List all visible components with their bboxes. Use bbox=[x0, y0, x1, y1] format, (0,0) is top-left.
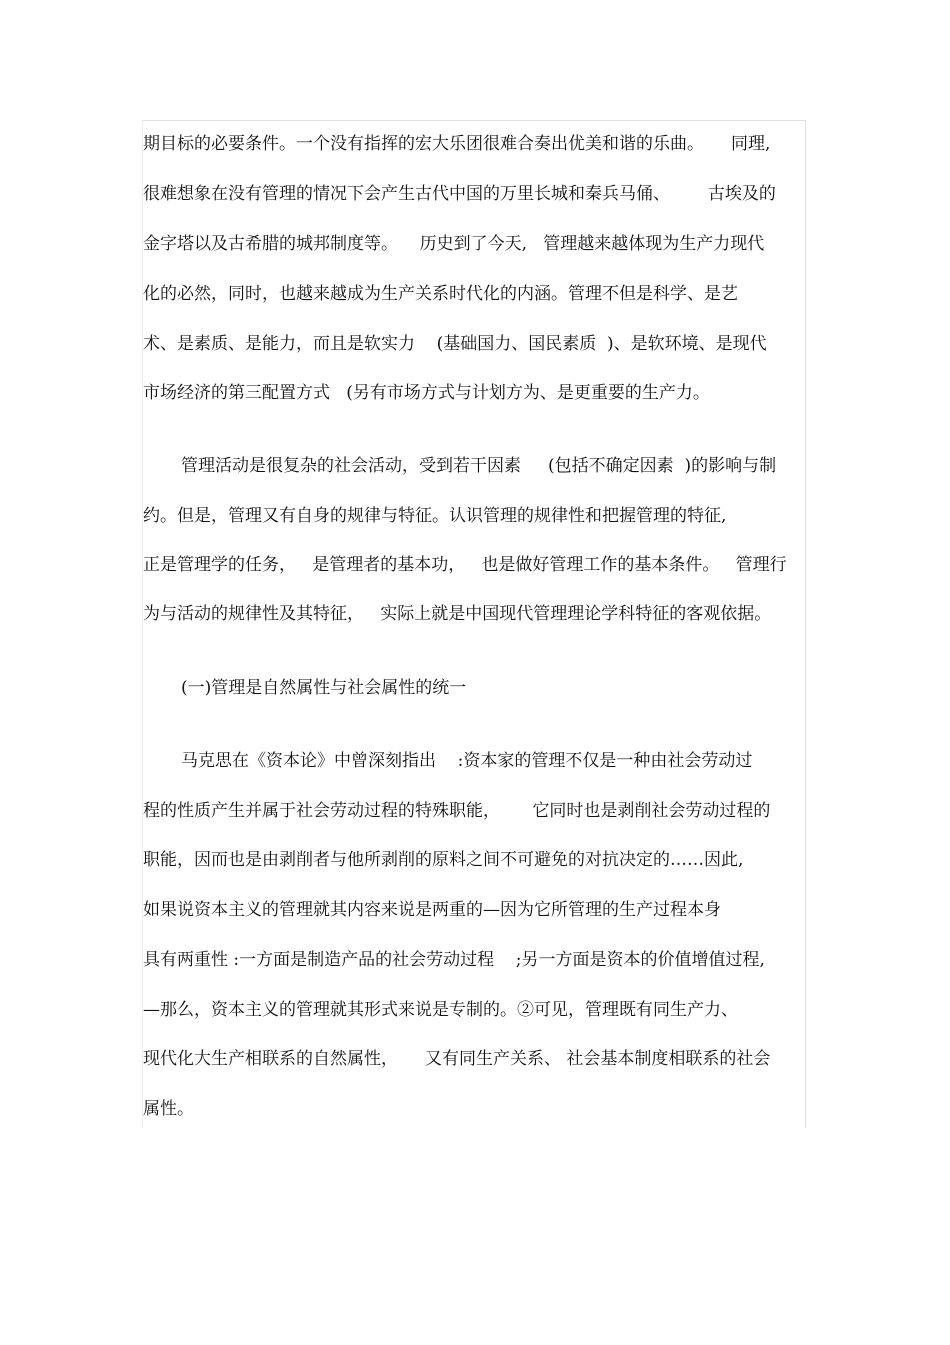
section-heading: (一)管理是自然属性与社会属性的统一 bbox=[181, 678, 467, 698]
text-line: 金字塔以及古希腊的城邦制度等。 历史到了今天, 管理越来越体现为生产力现代 bbox=[143, 234, 765, 254]
text-line: 程的性质产生并属于社会劳动过程的特殊职能， 它同时也是剥削社会劳动过程的 bbox=[143, 801, 771, 821]
text-line: —那么，资本主义的管理就其形式来说是专制的。②可见，管理既有同生产力、 bbox=[143, 1000, 738, 1020]
text-line: 术、是素质、是能力，而且是软实力 (基础国力、国民素质 )、是软环境、是现代 bbox=[143, 334, 767, 354]
text-line: 正是管理学的任务， 是管理者的基本功， 也是做好管理工作的基本条件。 管理行 bbox=[143, 555, 787, 575]
text-line: 属性。 bbox=[143, 1099, 194, 1119]
text-line: 化的必然，同时，也越来越成为生产关系时代化的内涵。管理不但是科学、是艺 bbox=[143, 284, 738, 304]
paragraph-first-line: 管理活动是很复杂的社会活动，受到若干因素 (包括不确定因素 )的影响与制 bbox=[181, 456, 777, 476]
text-line: 具有两重性 :一方面是制造产品的社会劳动过程 ;另一方面是资本的价值增值过程, bbox=[143, 950, 765, 970]
text-line: 市场经济的第三配置方式 (另有市场方式与计划方为、是更重要的生产力。 bbox=[143, 383, 710, 403]
text-line: 期目标的必要条件。一个没有指挥的宏大乐团很难合奏出优美和谐的乐曲。 同理, bbox=[143, 134, 771, 154]
text-line: 现代化大生产相联系的自然属性， 又有同生产关系、 社会基本制度相联系的社会 bbox=[143, 1049, 771, 1069]
text-line: 为与活动的规律性及其特征， 实际上就是中国现代管理理论学科特征的客观依据。 bbox=[143, 604, 772, 624]
text-line: 约。但是，管理又有自身的规律与特征。认识管理的规律性和把握管理的特征, bbox=[143, 506, 727, 526]
paragraph-first-line: 马克思在《资本论》中曾深刻指出 :资本家的管理不仅是一种由社会劳动过 bbox=[181, 751, 753, 771]
text-line: 职能，因而也是由剥削者与他所剥削的原料之间不可避免的对抗决定的……因此, bbox=[143, 850, 744, 870]
text-line: 很难想象在没有管理的情况下会产生古代中国的万里长城和秦兵马俑、 古埃及的 bbox=[143, 184, 776, 204]
text-line: 如果说资本主义的管理就其内容来说是两重的—因为它所管理的生产过程本身 bbox=[143, 900, 721, 920]
